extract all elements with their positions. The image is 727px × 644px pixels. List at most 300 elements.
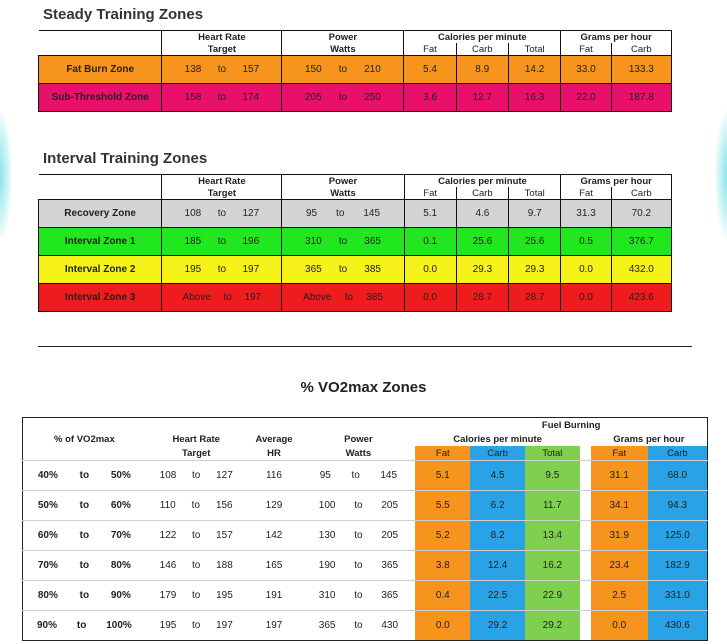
range	[146, 500, 247, 511]
fuel-row	[23, 418, 708, 433]
to-label: to	[79, 590, 90, 601]
hr-low: 108	[159, 470, 177, 481]
percent-high: 50%	[110, 470, 131, 481]
percent-high: 80%	[110, 560, 131, 571]
vo2-percent-range	[23, 461, 146, 491]
power-low: 150	[304, 64, 322, 75]
grams-fat-value: 0.0	[591, 611, 648, 641]
to-label: to	[338, 236, 348, 247]
range	[301, 590, 415, 601]
power-high: 205	[381, 500, 399, 511]
fat-value: 0.0	[404, 256, 456, 284]
zone-row	[39, 256, 672, 284]
power-low: 95	[305, 208, 318, 219]
hr-high: 156	[215, 500, 233, 511]
range	[301, 530, 415, 541]
percent-low: 90%	[36, 620, 57, 631]
fat-value: 0.1	[404, 228, 456, 256]
heart-rate-header: Heart Rate	[162, 31, 282, 44]
zone-row	[39, 56, 672, 84]
gap-cell	[580, 581, 591, 611]
gap-cell	[580, 491, 591, 521]
steady-title: Steady Training Zones	[43, 6, 204, 23]
heart-rate-range	[146, 521, 247, 551]
subheader-row	[23, 446, 708, 461]
power-low: 365	[305, 264, 322, 275]
hr-high: 157	[242, 64, 260, 75]
gfat-value: 0.5	[561, 228, 611, 256]
vo2-percent-header: % of VO2max	[54, 433, 115, 445]
to-label: to	[79, 530, 90, 541]
power-range	[301, 491, 415, 521]
power-high: 385	[366, 292, 383, 303]
average-hr: 129	[247, 491, 302, 521]
grams-carb-header: Carb	[648, 446, 708, 461]
fat-value: 0.4	[415, 581, 470, 611]
grams-carb-value: 182.9	[648, 551, 708, 581]
zone-name: Interval Zone 3	[39, 284, 162, 312]
empty-cell	[146, 418, 247, 433]
to-label: to	[217, 92, 227, 103]
grams-fat-value: 31.1	[591, 461, 648, 491]
grams-carb-value: 331.0	[648, 581, 708, 611]
total-value: 29.3	[509, 256, 561, 284]
percent-high: 90%	[110, 590, 131, 601]
heart-rate-range	[162, 284, 282, 312]
range	[23, 530, 146, 541]
range	[23, 500, 146, 511]
range	[301, 620, 415, 631]
calories-per-minute-header: Calories per minute	[404, 175, 561, 188]
gcarb-value: 187.8	[611, 84, 671, 112]
power-low: 205	[304, 92, 322, 103]
to-label: to	[76, 620, 87, 631]
heart-rate-range	[146, 581, 247, 611]
range	[146, 470, 247, 481]
carb-value: 29.2	[470, 611, 525, 641]
power-low: 130	[318, 530, 336, 541]
hr-low: 179	[159, 590, 177, 601]
gap-cell	[580, 432, 591, 446]
power-range	[282, 56, 404, 84]
range	[282, 264, 403, 275]
grams-fat-value: 2.5	[591, 581, 648, 611]
carb-value: 12.4	[470, 551, 525, 581]
header-row	[39, 31, 672, 44]
power-header: Power	[282, 31, 404, 44]
hr-high: 196	[242, 236, 260, 247]
power-high: 365	[381, 560, 399, 571]
zone-name: Interval Zone 2	[39, 256, 162, 284]
fat-value: 5.1	[415, 461, 470, 491]
power-high: 385	[364, 264, 381, 275]
range	[301, 500, 415, 511]
zone-name: Fat Burn Zone	[39, 56, 162, 84]
power-range	[301, 611, 415, 641]
zone-name: Sub-Threshold Zone	[39, 84, 162, 112]
range	[162, 92, 281, 103]
vo2-row	[23, 551, 708, 581]
hr-low: 195	[184, 264, 202, 275]
to-label: to	[354, 590, 363, 601]
gcarb-value: 133.3	[611, 56, 671, 84]
target-header: Target	[162, 187, 282, 200]
calories-per-minute-header: Calories per minute	[404, 31, 561, 44]
zone-name: Recovery Zone	[39, 200, 162, 228]
to-label: to	[344, 292, 353, 303]
grams-per-hour-header: Grams per hour	[561, 31, 672, 44]
range	[162, 208, 281, 219]
to-label: to	[192, 560, 201, 571]
heart-rate-header: Heart Rate	[172, 433, 220, 445]
vo2-row	[23, 491, 708, 521]
fat-value: 5.1	[404, 200, 456, 228]
carb-value: 8.9	[456, 56, 508, 84]
grams-fat-header: Fat	[561, 187, 611, 200]
gap-cell	[580, 611, 591, 641]
section-divider	[38, 346, 692, 347]
zone-row	[39, 200, 672, 228]
empty-cell	[23, 446, 146, 461]
grams-carb-header: Carb	[611, 187, 671, 200]
empty-cell	[23, 418, 146, 433]
zone-name: Interval Zone 1	[39, 228, 162, 256]
percent-high: 60%	[110, 500, 131, 511]
heart-rate-header: Heart Rate	[162, 175, 282, 188]
decorative-glow-left	[0, 110, 12, 240]
to-label: to	[217, 64, 227, 75]
power-range	[301, 581, 415, 611]
power-low: 100	[318, 500, 336, 511]
hr-low: 122	[159, 530, 177, 541]
blank-corner	[39, 31, 162, 56]
grams-carb-value: 125.0	[648, 521, 708, 551]
heart-rate-range	[162, 228, 282, 256]
to-label: to	[79, 500, 90, 511]
heart-rate-range	[146, 551, 247, 581]
gfat-value: 0.0	[561, 256, 611, 284]
heart-rate-range	[146, 461, 247, 491]
fat-value: 0.0	[415, 611, 470, 641]
to-label: to	[79, 470, 90, 481]
percent-high: 100%	[106, 620, 132, 631]
heart-rate-range	[162, 256, 282, 284]
steady-zones-table	[38, 30, 672, 112]
grams-carb-value: 430.6	[648, 611, 708, 641]
to-label: to	[192, 470, 201, 481]
hr-low: 158	[184, 92, 202, 103]
power-high: 250	[364, 92, 381, 103]
vo2-percent-range	[23, 521, 146, 551]
gcarb-value: 423.6	[611, 284, 671, 312]
hr-low: 110	[159, 500, 176, 511]
carb-value: 22.5	[470, 581, 525, 611]
total-value: 13.4	[525, 521, 580, 551]
to-label: to	[79, 560, 90, 571]
range	[146, 560, 247, 571]
range	[301, 470, 415, 481]
gfat-value: 22.0	[561, 84, 611, 112]
hr-low: 195	[159, 620, 177, 631]
power-high: 145	[363, 208, 381, 219]
grams-fat-value: 31.9	[591, 521, 648, 551]
range	[162, 264, 281, 275]
power-range	[282, 284, 404, 312]
heart-rate-range	[162, 84, 282, 112]
range	[162, 292, 281, 303]
hr-low: 185	[184, 236, 202, 247]
zone-row	[39, 284, 672, 312]
power-high: 430	[381, 620, 399, 631]
power-high: 145	[380, 470, 398, 481]
gap-cell	[580, 461, 591, 491]
power-header: Power	[282, 175, 404, 188]
to-label: to	[351, 470, 360, 481]
heart-rate-range	[146, 611, 247, 641]
gap-cell	[580, 521, 591, 551]
range	[146, 530, 247, 541]
to-label: to	[354, 500, 363, 511]
watts-header: Watts	[282, 187, 404, 200]
fat-header: Fat	[404, 43, 456, 56]
range	[23, 590, 146, 601]
total-value: 16.2	[525, 551, 580, 581]
hr-high: 197	[242, 264, 260, 275]
vo2-row	[23, 611, 708, 641]
total-value: 9.7	[509, 200, 561, 228]
hr-high: 157	[216, 530, 233, 541]
hr-low: 108	[184, 208, 202, 219]
fat-value: 3.8	[415, 551, 470, 581]
range	[23, 560, 146, 571]
percent-low: 70%	[37, 560, 58, 571]
empty-cell	[301, 418, 415, 433]
vo2-percent-range	[23, 611, 146, 641]
range	[282, 208, 403, 219]
decorative-glow-right	[715, 110, 727, 240]
range	[146, 620, 247, 631]
to-label: to	[217, 264, 227, 275]
total-value: 25.6	[509, 228, 561, 256]
power-range	[282, 200, 404, 228]
gap-cell	[580, 446, 591, 461]
power-high: 210	[364, 64, 381, 75]
to-label: to	[338, 264, 348, 275]
average-header: Average	[255, 433, 293, 445]
carb-value: 4.5	[470, 461, 525, 491]
hr-high: 174	[242, 92, 260, 103]
total-value: 14.2	[508, 56, 560, 84]
average-hr: 165	[247, 551, 302, 581]
vo2-row	[23, 461, 708, 491]
interval-zones-table	[38, 174, 672, 312]
calories-per-minute-header: Calories per minute	[453, 433, 542, 445]
vo2-title: % VO2max Zones	[300, 379, 427, 396]
grams-carb-header: Carb	[611, 43, 671, 56]
grams-fat-header: Fat	[561, 43, 611, 56]
to-label: to	[354, 530, 363, 541]
to-label: to	[191, 500, 200, 511]
grams-fat-value: 34.1	[591, 491, 648, 521]
range	[23, 470, 146, 481]
hr-high: 197	[216, 620, 233, 631]
total-header: Total	[525, 446, 580, 461]
to-label: to	[192, 590, 201, 601]
average-hr: 116	[247, 461, 302, 491]
percent-high: 70%	[110, 530, 131, 541]
power-low: 310	[318, 590, 336, 601]
gcarb-value: 432.0	[611, 256, 671, 284]
power-header: Power	[344, 433, 373, 445]
power-low: 190	[318, 560, 336, 571]
hr-low: 146	[159, 560, 177, 571]
to-label: to	[217, 236, 227, 247]
hr-low: Above	[182, 292, 211, 303]
power-low: Above	[303, 292, 332, 303]
total-value: 16.3	[508, 84, 560, 112]
hr-high: 195	[216, 590, 233, 601]
range	[162, 64, 281, 75]
grams-per-hour-header: Grams per hour	[561, 175, 672, 188]
vo2-percent-range	[23, 581, 146, 611]
power-low: 95	[319, 470, 331, 481]
fat-value: 5.4	[404, 56, 456, 84]
blank-corner	[39, 175, 162, 200]
watts-header: Watts	[345, 447, 372, 459]
total-header: Total	[508, 43, 560, 56]
gap-cell	[580, 551, 591, 581]
to-label: to	[338, 64, 348, 75]
total-header: Total	[509, 187, 561, 200]
carb-header: Carb	[470, 446, 525, 461]
range	[23, 620, 146, 631]
carb-header: Carb	[456, 43, 508, 56]
power-range	[282, 84, 404, 112]
to-label: to	[192, 620, 201, 631]
fat-value: 5.2	[415, 521, 470, 551]
heart-rate-range	[146, 491, 247, 521]
carb-value: 25.6	[456, 228, 508, 256]
range	[162, 236, 281, 247]
total-value: 28.7	[509, 284, 561, 312]
power-range	[301, 551, 415, 581]
range	[282, 236, 403, 247]
fat-header: Fat	[415, 446, 470, 461]
range	[282, 64, 403, 75]
zone-row	[39, 84, 672, 112]
fat-header: Fat	[404, 187, 456, 200]
total-value: 22.9	[525, 581, 580, 611]
gfat-value: 31.3	[561, 200, 611, 228]
carb-value: 12.7	[456, 84, 508, 112]
fat-value: 3.6	[404, 84, 456, 112]
power-range	[301, 521, 415, 551]
carb-value: 29.3	[456, 256, 508, 284]
percent-low: 80%	[37, 590, 58, 601]
percent-low: 50%	[37, 500, 58, 511]
range	[282, 292, 403, 303]
vo2-zones-table	[22, 417, 708, 641]
power-high: 365	[364, 236, 381, 247]
grams-fat-header: Fat	[591, 446, 648, 461]
fat-value: 5.5	[415, 491, 470, 521]
grams-fat-value: 23.4	[591, 551, 648, 581]
range	[146, 590, 247, 601]
to-label: to	[192, 530, 201, 541]
power-range	[301, 461, 415, 491]
carb-value: 28.7	[456, 284, 508, 312]
vo2-percent-range	[23, 491, 146, 521]
to-label: to	[354, 620, 363, 631]
total-value: 9.5	[525, 461, 580, 491]
power-range	[282, 256, 404, 284]
gcarb-value: 70.2	[611, 200, 671, 228]
hr-low: 138	[184, 64, 202, 75]
watts-header: Watts	[282, 43, 404, 56]
average-hr: 197	[247, 611, 302, 641]
total-value: 29.2	[525, 611, 580, 641]
target-header: Target	[162, 43, 282, 56]
carb-value: 4.6	[456, 200, 508, 228]
heart-rate-range	[162, 56, 282, 84]
power-low: 365	[318, 620, 336, 631]
gfat-value: 33.0	[561, 56, 611, 84]
empty-cell	[247, 418, 302, 433]
carb-value: 6.2	[470, 491, 525, 521]
range	[282, 92, 403, 103]
gfat-value: 0.0	[561, 284, 611, 312]
average-hr: 191	[247, 581, 302, 611]
grams-carb-value: 68.0	[648, 461, 708, 491]
grams-per-hour-header: Grams per hour	[613, 433, 685, 445]
target-header: Target	[182, 447, 211, 459]
vo2-row	[23, 581, 708, 611]
heart-rate-range	[162, 200, 282, 228]
fuel-burning-header: Fuel Burning	[415, 418, 707, 433]
percent-low: 40%	[37, 470, 58, 481]
fat-value: 0.0	[404, 284, 456, 312]
vo2-percent-range	[23, 551, 146, 581]
carb-header: Carb	[456, 187, 508, 200]
interval-title: Interval Training Zones	[43, 150, 208, 167]
to-label: to	[336, 208, 345, 219]
gcarb-value: 376.7	[611, 228, 671, 256]
hr-high: 188	[216, 560, 233, 571]
power-low: 310	[305, 236, 322, 247]
average-hr: 142	[247, 521, 302, 551]
total-value: 11.7	[525, 491, 580, 521]
carb-value: 8.2	[470, 521, 525, 551]
header-row	[39, 175, 672, 188]
power-high: 365	[381, 590, 399, 601]
zone-row	[39, 228, 672, 256]
hr-header: HR	[267, 447, 281, 459]
to-label: to	[217, 208, 227, 219]
power-high: 205	[381, 530, 399, 541]
hr-high: 197	[244, 292, 262, 303]
power-range	[282, 228, 404, 256]
hr-high: 127	[242, 208, 260, 219]
header-row	[23, 432, 708, 446]
to-label: to	[338, 92, 348, 103]
percent-low: 60%	[37, 530, 58, 541]
to-label: to	[354, 560, 363, 571]
range	[301, 560, 415, 571]
to-label: to	[223, 292, 232, 303]
hr-high: 127	[216, 470, 233, 481]
grams-carb-value: 94.3	[648, 491, 708, 521]
vo2-row	[23, 521, 708, 551]
